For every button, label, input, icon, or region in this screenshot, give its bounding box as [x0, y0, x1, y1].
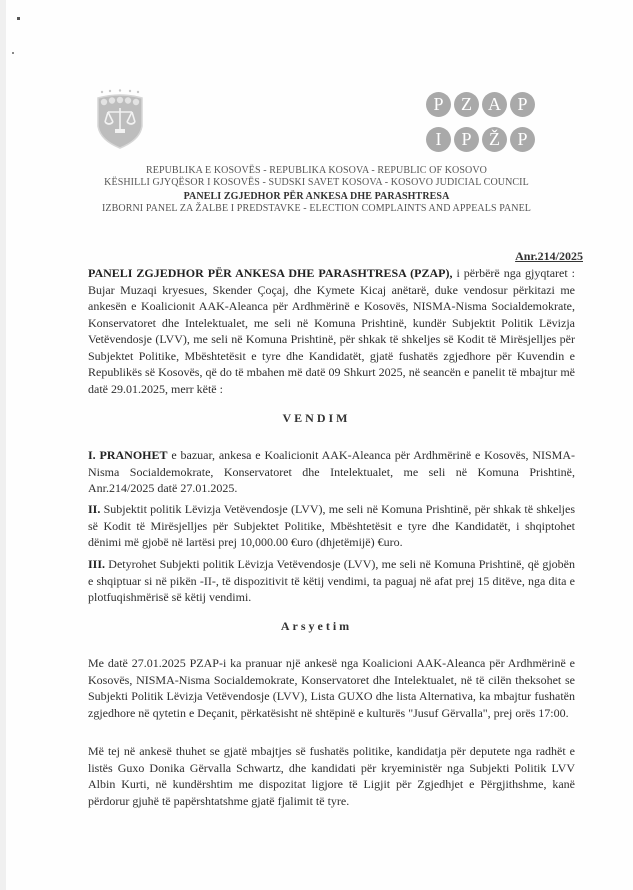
kosovo-judicial-council-crest-icon: [96, 88, 144, 150]
decision-item-1: [88, 447, 575, 497]
scan-mark: [17, 17, 20, 20]
logo-letter: P: [426, 92, 451, 117]
reasoning-paragraph: Me datë 27.01.2025 PZAP-i ka pranuar një ankesë nga Koalicioni AAK-Aleanca për Ardhmërinë e Kosovës, NISMA-Nisma Socialdemokrate, Konservatoret dhe Intelektualet, në të cilën theksohet se Subjekti Politik Lëvizja Vetëvendosje (LVV), Lista GUXO dhe lista Alternativa, ka mbajtur fushatën zgjedhore në qytetin e Deçanit, përkatësisht në shtëpinë e kulturës "Jusuf Gërvalla", prej orës 17:00.: [88, 656, 575, 720]
logo-letter: A: [482, 92, 507, 117]
decision-number: III.: [88, 557, 106, 571]
logo-letter: Z: [454, 92, 479, 117]
header-republic: REPUBLIKA E KOSOVËS - REPUBLIKA KOSOVA - REPUBLIC OF KOSOVO: [145, 165, 488, 176]
decision-number: II.: [88, 502, 101, 516]
intro-text: i përbërë nga gjyqtaret : Bujar Muzaqi kryesues, Skender Çoçaj, dhe Kymete Kicaj anëtarë, duke vendosur përkitazi me ankesën e Koalicionit AAK-Aleanca për Ardhmërinë e Kosovës, NISMA-Nisma Socialdemokrate, Konservatoret dhe Intelektualet, me seli në Komuna Prishtinë, kundër Subjektit Politik Lëvizja Vetëvendosje (LVV), me seli në Komuna Prishtinë, për shkak të shkeljes së Kodit të Mirësjelljes për Subjektet Politike, Mbështetësit e tyre dhe Kandidatët, gjatë fushatës zgjedhore për Kuvendin e Republikës së Kosovës, që do të mbahen më datë 09 Shkurt 2025, në seancën e panelit të mbajtur më datë 29.01.2025, merr këtë :: [88, 266, 575, 396]
header-panel-translations: IZBORNI PANEL ZA ŽALBE I PREDSTAVKE - ELECTION COMPLAINTS AND APPEALS PANEL: [101, 203, 532, 214]
header-council: KËSHILLI GJYQËSOR I KOSOVËS - SUDSKI SAVET KOSOVA - KOSOVO JUDICIAL COUNCIL: [104, 177, 529, 188]
case-reference: Anr.214/2025: [515, 249, 583, 263]
logo-letter: P: [510, 92, 535, 117]
logo-letter: P: [454, 127, 479, 152]
decision-text: Subjektit politik Lëvizja Vetëvendosje (LVV), me seli në Komuna Prishtinë, për shkak të shkeljes së Kodit të Mirësjelljes për Subjektet Politike, Mbështetësit e tyre dhe Kandidatët, i shqiptohet dënimi më gjobë në lartësi prej 10,000.00 €uro (dhjetëmijë) €uro.: [88, 502, 575, 549]
decision-text: Detyrohet Subjekti politik Lëvizja Vetëvendosje (LVV), me seli në Komuna Prishtinë, që gjobën e shqiptuar si në pikën -II-, të dispozitivit të këtij vendimi, ta paguaj në afat prej 15 ditëve, nga dita e plotfuqishmërisë së këtij vendimi.: [88, 557, 575, 604]
scan-mark: [12, 52, 14, 54]
header-panel-name: PANELI ZGJEDHOR PËR ANKESA DHE PARASHTRESA: [183, 191, 450, 202]
intro-paragraph: [88, 265, 575, 397]
scan-edge: [0, 0, 6, 890]
vendim-heading: VENDIM: [282, 411, 351, 425]
intro-bold: PANELI ZGJEDHOR PËR ANKESA DHE PARASHTRESA (PZAP),: [88, 266, 453, 280]
decision-number: I. PRANOHET: [88, 448, 168, 462]
decision-item-3: [88, 556, 575, 606]
reasoning-paragraph: Më tej në ankesë thuhet se gjatë mbajtjes së fushatës politike, kandidatja për deputete nga radhët e listës Guxo Donika Gërvalla Schwartz, dhe kandidati për kryeministër nga Subjekti Politik LVV Albin Kurti, në kundërshtim me dispozitat ligjore të Ligjit për Zgjedhjet e Përgjithshme, kanë përdorur gjuhë të papërshtatshme gjatë fjalimit të tyre.: [88, 744, 575, 808]
decision-text: e bazuar, ankesa e Koalicionit AAK-Aleanca për Ardhmërinë e Kosovës, NISMA-Nisma Socialdemokrate, Konservatoret dhe Intelektualet, me seli në Komuna Prishtinë, Anr.214/2025 datë 27.01.2025.: [88, 448, 575, 495]
logo-letter: P: [510, 127, 535, 152]
logo-letter: I: [426, 127, 451, 152]
decision-item-2: [88, 501, 575, 551]
pzap-logo: [426, 87, 536, 157]
arsyetim-heading: Arsyetim: [280, 619, 353, 633]
logo-letter: Ž: [482, 127, 507, 152]
